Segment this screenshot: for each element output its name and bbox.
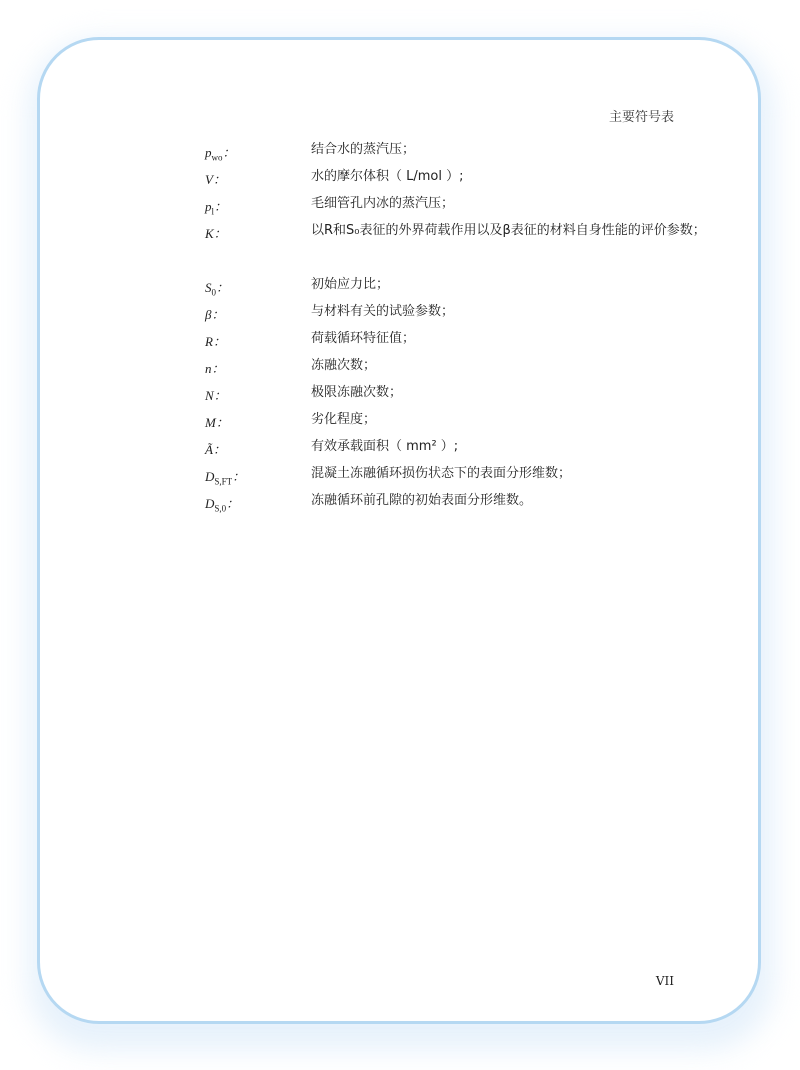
symbol: $p_l$： xyxy=(205,199,228,217)
symbol: K： xyxy=(205,226,227,241)
symbol-description: 水的摩尔体积（ L/mol ）; xyxy=(311,169,464,184)
symbol-row xyxy=(205,435,725,462)
symbol-description: 初始应力比； xyxy=(311,277,390,292)
symbol: $S_0$： xyxy=(205,280,230,298)
symbol: Ã： xyxy=(205,442,226,457)
page-number: VII xyxy=(655,974,674,988)
symbol-description: 荷载循环特征值； xyxy=(311,331,416,346)
symbol-row xyxy=(205,462,725,489)
symbol-row xyxy=(205,327,725,354)
symbol-row xyxy=(205,354,725,381)
symbol-description: 劣化程度； xyxy=(311,412,377,427)
symbol: M： xyxy=(205,415,229,430)
symbol: $D_{S,FT}$： xyxy=(205,469,246,487)
symbol-row xyxy=(205,219,725,273)
symbol-row xyxy=(205,192,725,219)
symbol-description: 结合水的蒸汽压； xyxy=(311,142,416,157)
symbol: R： xyxy=(205,334,226,349)
symbol: $p_{wo}$： xyxy=(205,145,236,163)
symbol-row xyxy=(205,489,725,516)
symbol-list xyxy=(205,138,725,516)
symbol-description: 有效承载面积（ mm² ）; xyxy=(311,439,459,454)
symbol-description: 与材料有关的试验参数； xyxy=(311,304,455,319)
symbol-row xyxy=(205,273,725,300)
symbol-description: 冻融循环前孔隙的初始表面分形维数。 xyxy=(311,493,533,508)
document-page xyxy=(37,37,761,1024)
symbol: N： xyxy=(205,388,227,403)
symbol-row xyxy=(205,300,725,327)
symbol-description: 混凝土冻融循环损伤状态下的表面分形维数； xyxy=(311,466,572,481)
symbol-description: 极限冻融次数； xyxy=(311,385,403,400)
symbol: V： xyxy=(205,172,226,187)
symbol-description: 冻融次数； xyxy=(311,358,377,373)
symbol: β： xyxy=(205,307,225,322)
symbol-row xyxy=(205,165,725,192)
symbol: $D_{S,0}$： xyxy=(205,496,240,514)
symbol-row xyxy=(205,408,725,435)
symbol-row xyxy=(205,381,725,408)
running-header: 主要符号表 xyxy=(608,110,674,125)
symbol: n： xyxy=(205,361,225,376)
symbol-description: 以R和S₀表征的外界荷载作用以及β表征的材料自身性能的评价参数； xyxy=(311,223,706,238)
symbol-description: 毛细管孔内冰的蒸汽压； xyxy=(311,196,455,211)
symbol-row xyxy=(205,138,725,165)
